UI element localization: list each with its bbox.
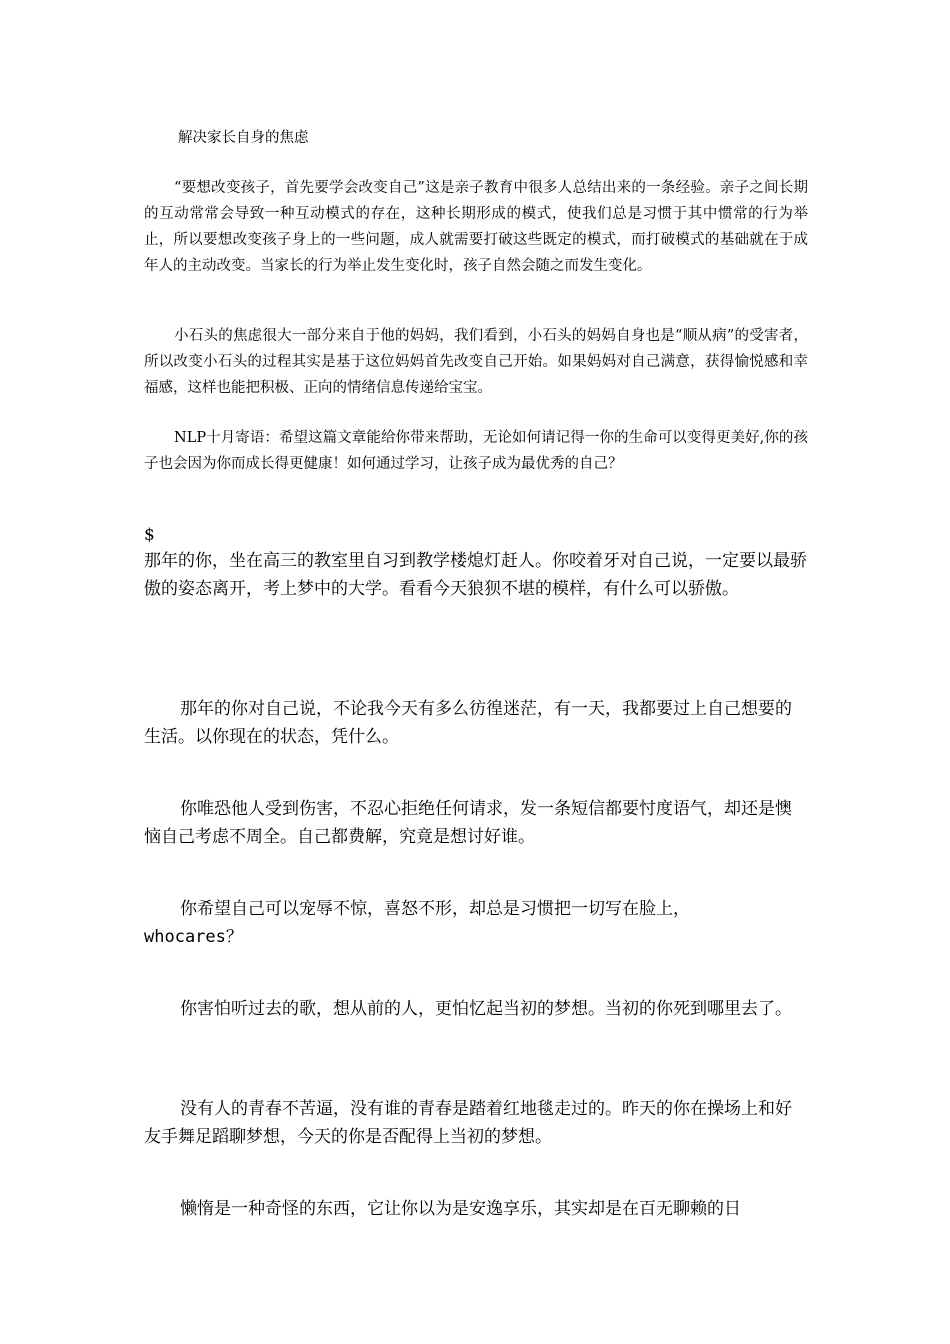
dollar-sign: $ xyxy=(144,525,155,545)
paragraph-xiaoshitou-mother: 小石头的焦虑很大一部分来自于他的妈妈，我们看到，小石头的妈妈自身也是“顺从病”的受害者，所以改变小石头的过程其实是基于这位妈妈首先改变自己开始。如果妈妈对自己满意，获得愉悦感和幸福感，这样也能把积极、正向的情绪信息传递给宝宝。 xyxy=(144,328,808,396)
paragraph-old-songs: 你害怕听过去的歌，想从前的人，更怕忆起当初的梦想。当初的你死到哪里去了。 xyxy=(180,999,792,1019)
paragraph-fear-hurting-others: 你唯恐他人受到伤害，不忍心拒绝任何请求，发一条短信都要忖度语气，却还是懊恼自己考虑不周全。自己都费解，究竟是想讨好谁。 xyxy=(144,799,792,847)
paragraph-nlp-message: NLP十月寄语：希望这篇文章能给你带来帮助，无论如何请记得一你的生命可以变得更美好,你的孩子也会因为你而成长得更健康！如何通过学习，让孩子成为最优秀的自己？ xyxy=(144,430,808,472)
paragraph-composure-line1: 你希望自己可以宠辱不惊，喜怒不形，却总是习惯把一切写在脸上， xyxy=(180,899,690,919)
paragraph-composure-line2: whocares？ xyxy=(144,927,243,947)
paragraph-change-yourself: “要想改变孩子，首先要学会改变自己”这是亲子教育中很多人总结出来的一条经验。亲子之间长期的互动常常会导致一种互动模式的存在，这种长期形成的模式，使我们总是习惯于其中惯常的行为举止，所以要想改变孩子身上的一些问题，成人就需要打破这些既定的模式，而打破模式的基础就在于成年人的主动改变。当家长的行为举止发生变化时，孩子自然会随之而发生变化。 xyxy=(144,180,808,274)
section-title: 解决家长自身的焦虑 xyxy=(178,130,309,146)
paragraph-future-life: 那年的你对自己说，不论我今天有多么彷徨迷茫，有一天，我都要过上自己想要的生活。以你现在的状态，凭什么。 xyxy=(144,699,792,747)
paragraph-youth: 没有人的青春不苦逼，没有谁的青春是踏着红地毯走过的。昨天的你在操场上和好友手舞足蹈聊梦想，今天的你是否配得上当初的梦想。 xyxy=(144,1099,792,1147)
paragraph-laziness: 懒惰是一种奇怪的东西，它让你以为是安逸享乐，其实却是在百无聊赖的日 xyxy=(180,1199,741,1219)
paragraph-senior-year: 那年的你，坐在高三的教室里自习到教学楼熄灯赶人。你咬着牙对自己说，一定要以最骄傲的姿态离开，考上梦中的大学。看看今天狼狈不堪的模样，有什么可以骄傲。 xyxy=(144,551,807,599)
